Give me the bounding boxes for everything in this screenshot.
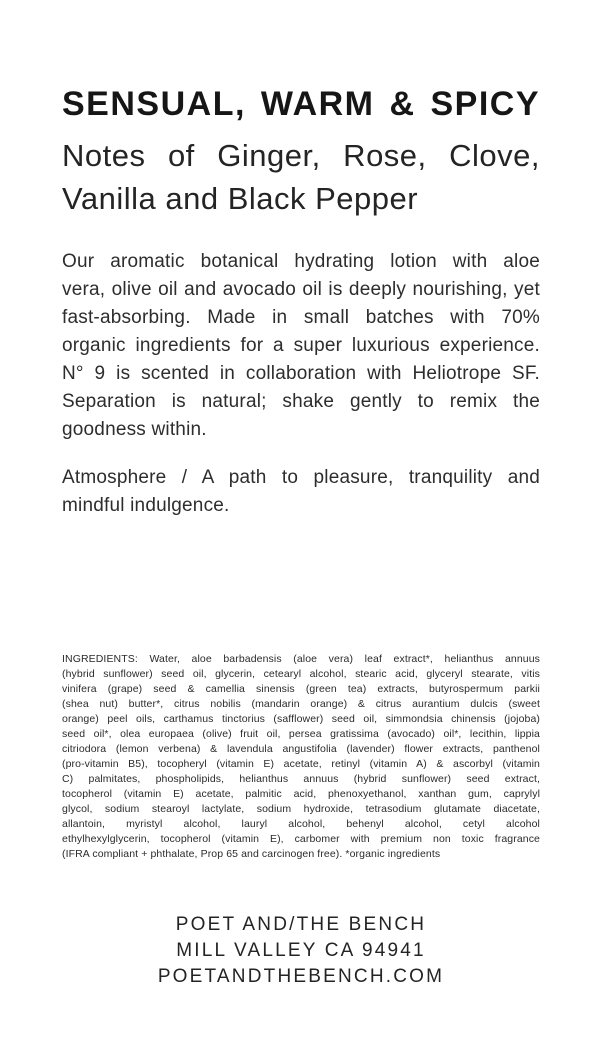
text-line: fast-absorbing. Made in small batches with 70% — [62, 307, 540, 328]
text-line: (hybrid sunflower) seed oil, glycerin, cetearyl alcohol, stearic acid, glyceryl stearate, vitis — [62, 668, 540, 680]
scent-notes-subtitle — [62, 134, 540, 220]
text-line: (IFRA compliant + phthalate, Prop 65 and carcinogen free). *organic ingredients — [62, 848, 441, 860]
text-line: goodness within. — [62, 419, 207, 440]
brand-website: POETANDTHEBENCH.COM — [157, 966, 445, 987]
text-line: INGREDIENTS: Water, aloe barbadensis (aloe vera) leaf extract*, helianthus annuus — [62, 653, 540, 665]
product-title: SENSUAL, WARM & SPICY — [62, 85, 540, 123]
text-line: organic ingredients for a super luxurious experience. — [62, 335, 540, 356]
atmosphere-text — [62, 464, 540, 520]
text-line: allantoin, myristyl alcohol, lauryl alcohol, behenyl alcohol, cetyl alcohol — [62, 818, 540, 830]
text-line: tocopherol (vitamin E) acetate, palmitic acid, phenoxyethanol, xanthan gum, caprylyl — [62, 788, 540, 800]
ingredients-text — [62, 652, 540, 862]
text-line: vera, olive oil and avocado oil is deeply nourishing, yet — [62, 279, 540, 300]
product-description — [62, 248, 540, 444]
text-line: ethylhexylglycerin, tocopherol (vitamin E), carbomer with premium non toxic fragrance — [62, 833, 540, 845]
text-line: seed oil*, olea europaea (olive) fruit oil, persea gratissima (avocado) oil*, lecithin, lippia — [62, 728, 540, 740]
text-line: vinifera (grape) seed & camellia sinensis (green tea) extracts, butyrospermum parkii — [62, 683, 540, 695]
text-line: C) palmitates, phospholipids, helianthus annuus (hybrid sunflower) seed extract, — [62, 773, 540, 785]
text-line: Vanilla and Black Pepper — [62, 181, 419, 216]
text-line: Notes of Ginger, Rose, Clove, — [62, 138, 540, 173]
text-line: (shea nut) butter*, citrus nobilis (mandarin orange) & citrus aurantium dulcis (sweet — [62, 698, 540, 710]
text-line: Our aromatic botanical hydrating lotion with aloe — [62, 251, 540, 272]
text-line: N° 9 is scented in collaboration with Heliotrope SF. — [62, 363, 540, 384]
text-line: Atmosphere / A path to pleasure, tranquility and — [62, 467, 540, 488]
text-line: (pro-vitamin B5), tocopheryl (vitamin E) acetate, retinyl (vitamin A) & ascorbyl (vitamin — [62, 758, 540, 770]
brand-address: MILL VALLEY CA 94941 — [176, 940, 426, 961]
brand-name: POET AND/THE BENCH — [175, 914, 427, 935]
text-line: citriodora (lemon verbena) & lavendula angustifolia (lavender) flower extracts, panthenol — [62, 743, 540, 755]
text-line: glycol, sodium stearoyl lactylate, sodium hydroxide, tetrasodium glutamate diacetate, — [62, 803, 540, 815]
text-line: mindful indulgence. — [62, 495, 230, 516]
text-line: Separation is natural; shake gently to remix the — [62, 391, 540, 412]
brand-footer — [62, 912, 540, 990]
text-line: orange) peel oils, carthamus tinctorius (safflower) seed oil, simmondsia chinensis (jojoba) — [62, 713, 540, 725]
